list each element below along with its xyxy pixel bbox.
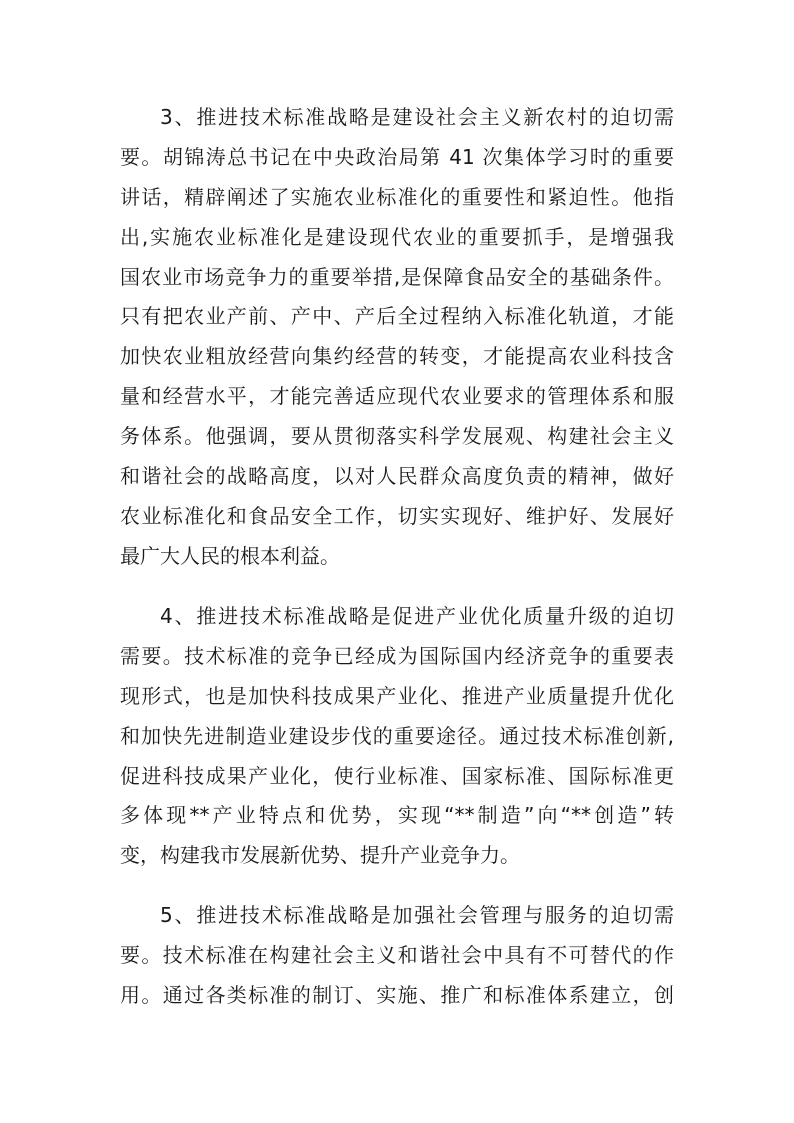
text-line: 促进科技成果产业化，使行业标准、国家标准、国际标准更	[120, 763, 674, 788]
text-line: 要。胡锦涛总书记在中央政治局第 41 次集体学习时的重要	[120, 144, 674, 169]
text-line: 出,实施农业标准化是建设现代农业的重要抓手，是增强我	[120, 224, 674, 249]
text-line: 需要。技术标准的竞争已经成为国际国内经济竞争的重要表	[120, 643, 674, 668]
text-line: 只有把农业产前、产中、产后全过程纳入标准化轨道，才能	[120, 304, 674, 329]
paragraph-3	[120, 98, 674, 577]
text-line: 务体系。他强调，要从贯彻落实科学发展观、构建社会主义	[120, 424, 674, 449]
text-line: 变，构建我市发展新优势、提升产业竞争力。	[120, 843, 520, 868]
text-line: 和加快先进制造业建设步伐的重要途径。通过技术标准创新,	[120, 723, 674, 748]
text-line: 农业标准化和食品安全工作，切实实现好、维护好、发展好	[120, 503, 674, 528]
text-line: 多体现**产业特点和优势，实现“**制造”向“**创造”转	[120, 803, 674, 828]
text-line: 要。技术标准在构建社会主义和谐社会中具有不可替代的作	[120, 942, 674, 967]
text-line: 国农业市场竞争力的重要举措,是保障食品安全的基础条件。	[120, 264, 674, 289]
text-line: 量和经营水平，才能完善适应现代农业要求的管理体系和服	[120, 384, 674, 409]
text-line: 和谐社会的战略高度，以对人民群众高度负责的精神，做好	[120, 464, 674, 489]
text-line: 3、推进技术标准战略是建设社会主义新农村的迫切需	[160, 105, 674, 129]
text-line: 最广大人民的根本利益。	[120, 543, 340, 568]
text-line: 4、推进技术标准战略是促进产业优化质量升级的迫切	[160, 604, 674, 628]
text-line: 加快农业粗放经营向集约经营的转变，才能提高农业科技含	[120, 344, 674, 369]
text-line: 现形式，也是加快科技成果产业化、推进产业质量提升优化	[120, 683, 674, 708]
paragraph-4	[120, 597, 674, 876]
text-line: 用。通过各类标准的制订、实施、推广和标准体系建立，创	[120, 982, 674, 1007]
paragraph-5	[120, 896, 674, 1016]
text-line: 讲话，精辟阐述了实施农业标准化的重要性和紧迫性。他指	[120, 184, 674, 209]
text-line: 5、推进技术标准战略是加强社会管理与服务的迫切需	[160, 903, 674, 927]
